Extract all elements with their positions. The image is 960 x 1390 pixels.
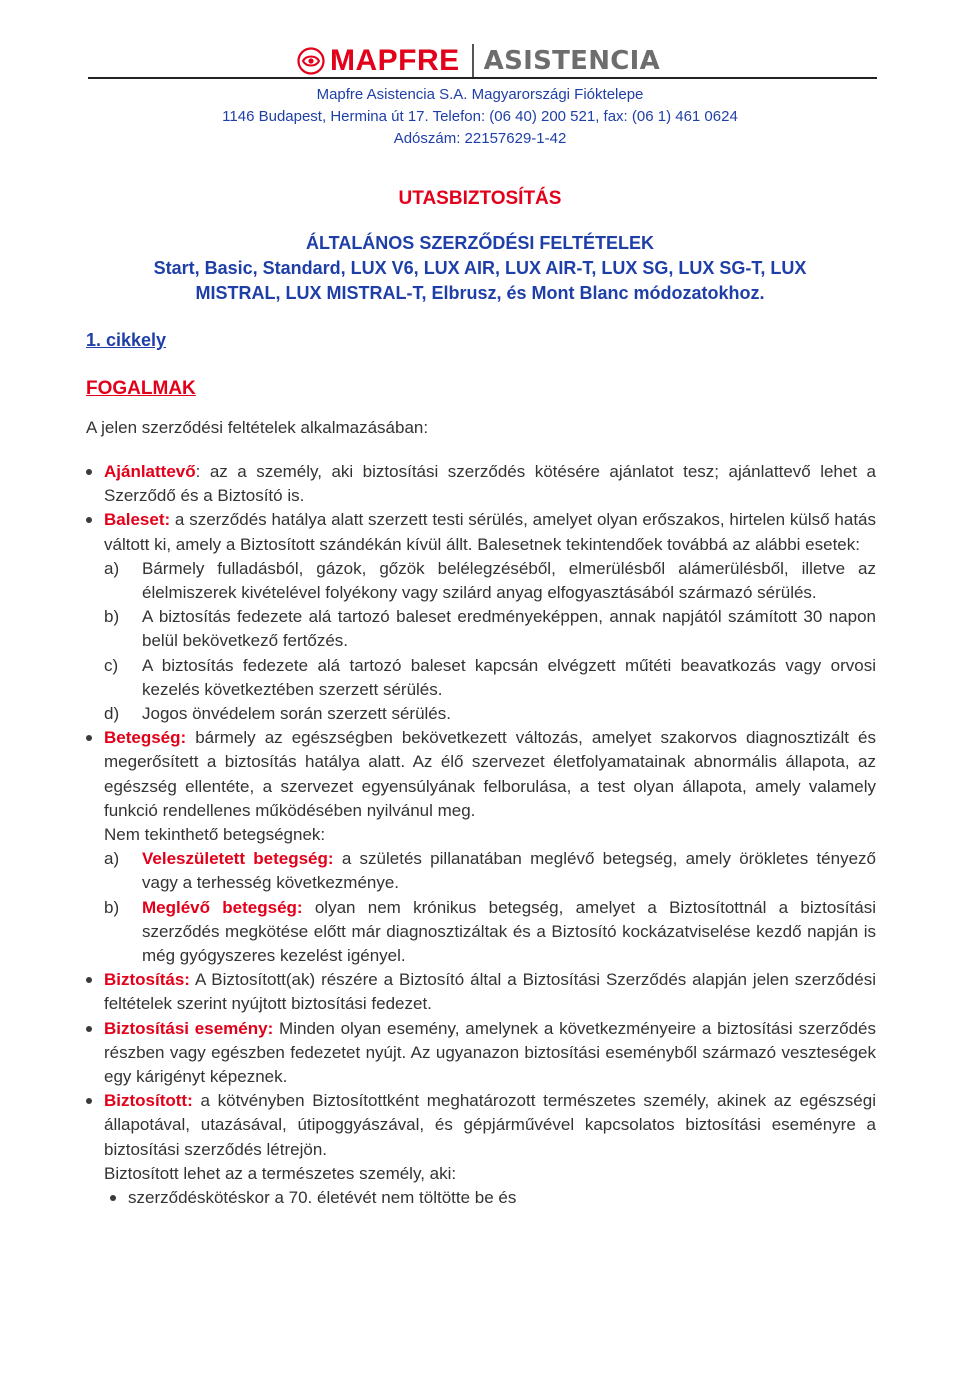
- subtitle-line: MISTRAL, LUX MISTRAL-T, Elbrusz, és Mont Blanc módozatokhoz.: [195, 283, 765, 303]
- sub-item-text: Bármely fulladásból, gázok, gőzök belélegzéséből, elmerülésből alámerülésből, illetve az élelmiszerek kivételével folyékony vagy szilárd anyag elfogyasztásából származó sérülés.: [142, 558, 876, 603]
- bullet-icon: [86, 517, 92, 523]
- bullet-icon: [86, 1098, 92, 1104]
- definition-term: Ajánlattevő: [104, 462, 196, 481]
- document-subtitle: [0, 231, 960, 306]
- sub-item: [104, 702, 876, 726]
- sub-item-marker: b): [104, 897, 120, 917]
- definition-term: Betegség:: [104, 728, 187, 748]
- article-heading: 1. cikkely: [86, 330, 167, 350]
- sub-item-term: Veleszületett betegség:: [142, 849, 334, 869]
- sub-item-marker: a): [104, 849, 120, 869]
- definition-item: [86, 460, 876, 508]
- definition-item: [86, 1017, 876, 1090]
- sub-item-term: Meglévő betegség:: [142, 897, 303, 917]
- sub-item-marker: c): [104, 655, 119, 675]
- definition-text: A Biztosított(ak) részére a Biztosító által a Biztosítási Szerződés alapján jelen szerződési feltételek szerint nyújtott biztosítási fedezet.: [104, 970, 876, 1014]
- brand-subtitle: ASISTENCIA: [483, 46, 661, 76]
- document-title: UTASBIZTOSÍTÁS: [398, 188, 562, 209]
- nested-bullet-item: [86, 1186, 876, 1210]
- nested-bullet-text: szerződéskötéskor a 70. életévét nem töltötte be és: [128, 1188, 517, 1208]
- mapfre-logo: [296, 44, 660, 78]
- company-tax-id: Adószám: 22157629-1-42: [393, 130, 567, 147]
- bullet-icon: [86, 977, 92, 983]
- bullet-icon: [86, 1026, 92, 1032]
- company-info: [0, 84, 960, 150]
- company-address: 1146 Budapest, Hermina út 17. Telefon: (06 40) 200 521, fax: (06 1) 461 0624: [222, 108, 738, 125]
- sub-item-text: Jogos önvédelem során szerzett sérülés.: [142, 704, 451, 724]
- sub-item: [104, 605, 876, 653]
- definition-item: [86, 726, 876, 968]
- sub-item: [104, 654, 876, 702]
- definition-text: a kötvényben Biztosítottként meghatározott természetes személy, akinek az egészségi állapotával, utazásával, útipoggyászával, és gépjárművével kapcsolatos biztosítási eseményre a biztosítási szerződés létrejön.: [104, 1091, 876, 1159]
- definition-text: bármely az egészségben bekövetkezett változás, amelyet szakorvos diagnosztizált és megerősített a biztosítás hatálya alatt. Az élő szervezet életfolyamatainak abnormális állapota, az egészség ellentéte, a szervezet egyensúlyának felborulása, a test olyan állapota, amely valamely funkció rendellenes működésében nyilvánul meg.: [104, 728, 876, 820]
- sub-item-marker: a): [104, 558, 120, 578]
- section-heading: FOGALMAK: [86, 378, 196, 399]
- sub-item-marker: b): [104, 607, 120, 627]
- sub-item-text: a születés pillanatában meglévő betegség, amely örökletes tényező vagy a terhesség következménye.: [142, 849, 877, 893]
- definition-extra: Biztosított lehet az a természetes személy, aki:: [104, 1163, 457, 1183]
- company-name: Mapfre Asistencia S.A. Magyarországi Fióktelepe: [316, 86, 644, 103]
- sub-item: [104, 847, 876, 895]
- definition-term: Biztosítás:: [104, 970, 190, 990]
- mapfre-emblem-icon: [296, 46, 326, 76]
- header-rule: [88, 77, 877, 79]
- definition-term: Biztosított:: [104, 1091, 193, 1111]
- definition-extra: Nem tekinthető betegségnek:: [104, 825, 326, 845]
- definition-text: a szerződés hatálya alatt szerzett testi sérülés, amelyet olyan erőszakos, hirtelen külső hatás váltott ki, amely a Biztosított szándékán kívül állt. Balesetnek tekintendőek továbbá az alábbi esetek:: [104, 510, 876, 554]
- definition-text: Minden olyan esemény, amelynek a következményeire a biztosítási szerződés részben vagy egészben fedezetet nyújt. Az ugyanazon biztosítási eseményből származó veszteségek egy kárigényt képeznek.: [104, 1018, 876, 1087]
- definitions-list: [86, 460, 876, 1210]
- bullet-icon: [86, 735, 92, 741]
- logo-separator: [472, 44, 474, 78]
- subtitle-line: ÁLTALÁNOS SZERZŐDÉSI FELTÉTELEK: [306, 233, 654, 253]
- definition-term: Biztosítási esemény:: [104, 1018, 274, 1038]
- brand-name: MAPFRE: [330, 44, 460, 77]
- subtitle-line: Start, Basic, Standard, LUX V6, LUX AIR, LUX AIR-T, LUX SG, LUX SG-T, LUX: [153, 258, 807, 278]
- definition-item: [86, 968, 876, 1016]
- intro-text: A jelen szerződési feltételek alkalmazásában:: [86, 418, 429, 437]
- definition-term: Baleset:: [104, 510, 171, 530]
- sub-item-text: A biztosítás fedezete alá tartozó baleset kapcsán elvégzett műtéti beavatkozás vagy orvosi kezelés következtében szerzett sérülés.: [142, 655, 876, 699]
- definition-item: [86, 1089, 876, 1186]
- sub-item-marker: d): [104, 704, 120, 724]
- sub-item: [104, 557, 876, 605]
- sub-item-text: olyan nem krónikus betegség, amelyet a Biztosítottnál a biztosítási szerződés megkötése előtt már diagnosztizáltak és a Biztosító kockázatviselése kezdő napján is még gyógyszeres kezelést igényel.: [142, 897, 876, 966]
- sub-item: [104, 896, 876, 969]
- bullet-icon: [110, 1195, 116, 1201]
- bullet-icon: [86, 469, 92, 475]
- definition-text: : az a személy, aki biztosítási szerződés kötésére ajánlatot tesz; ajánlattevő lehet a Szerződő és a Biztosító is.: [104, 462, 876, 506]
- sub-item-text: A biztosítás fedezete alá tartozó baleset eredményeképpen, annak napjától számított 30 napon belül bekövetkező fertőzés.: [142, 607, 876, 651]
- definition-item: [86, 508, 876, 726]
